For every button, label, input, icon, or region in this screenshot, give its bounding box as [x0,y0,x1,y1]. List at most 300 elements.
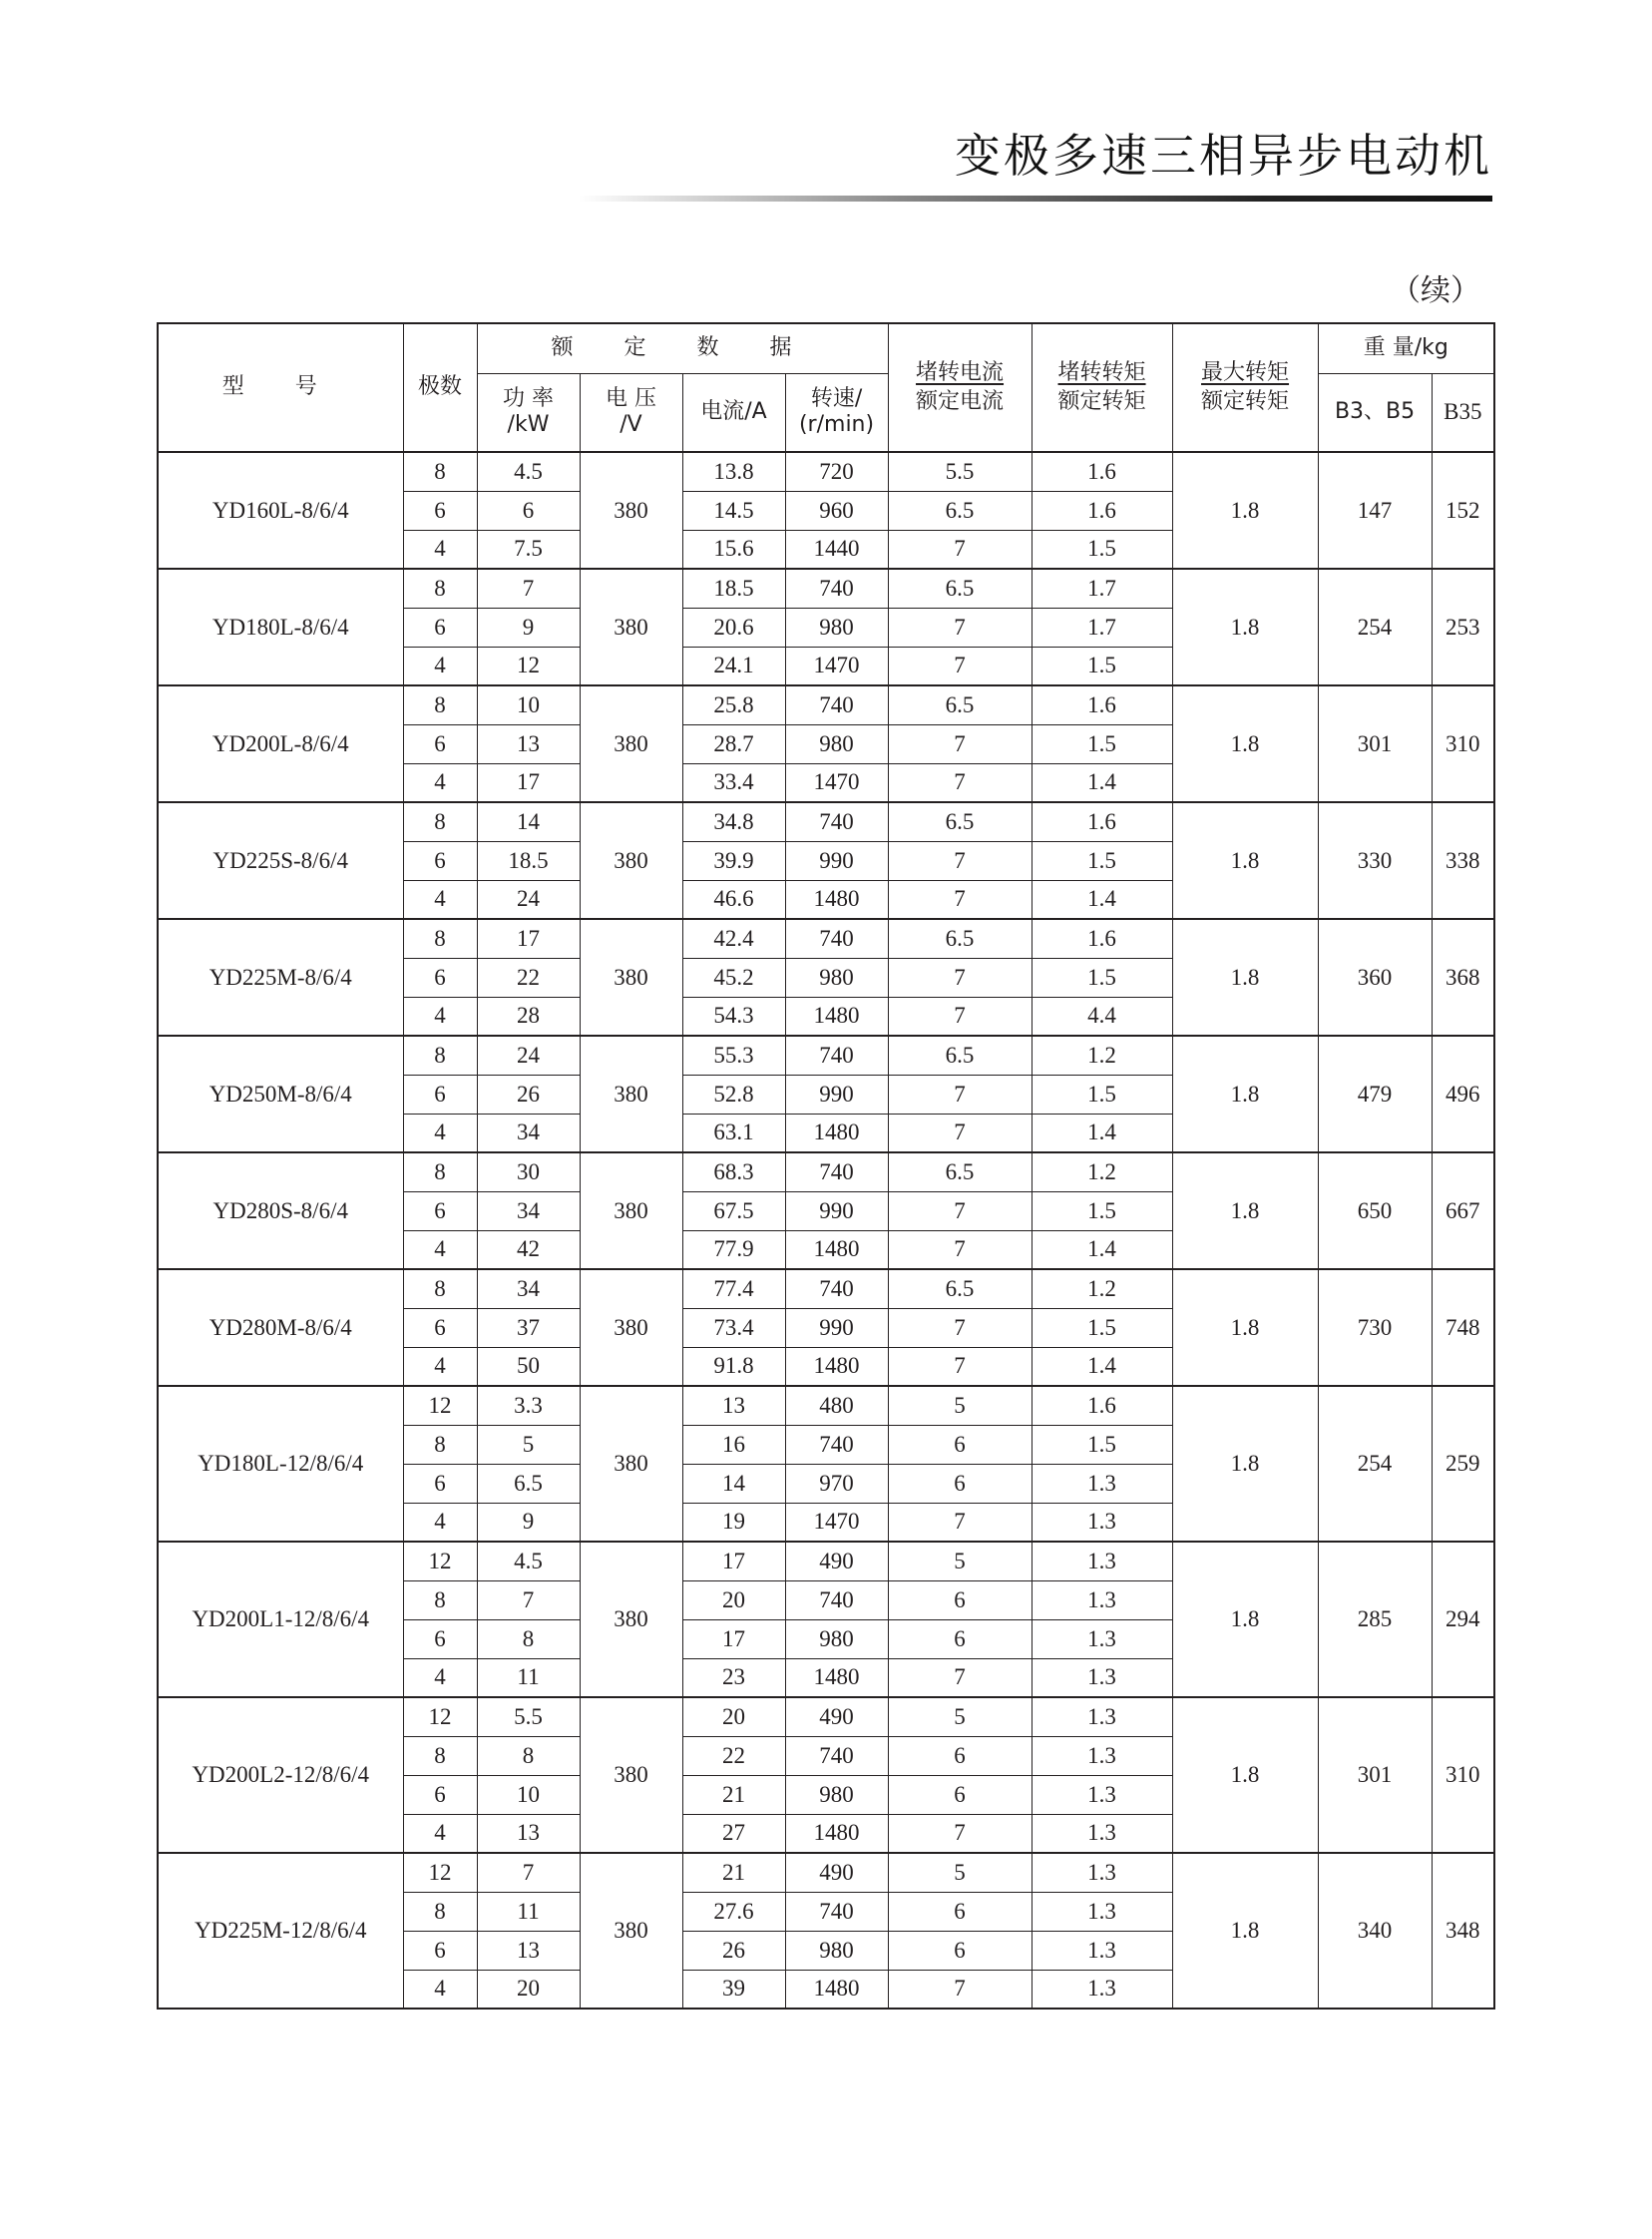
locked-current-ratio-cell: 6.5 [888,569,1032,608]
speed-cell: 1480 [785,1347,888,1386]
locked-current-ratio-cell: 6 [888,1619,1032,1658]
current-cell: 42.4 [682,919,785,958]
table-row [158,1386,1494,1425]
current-cell: 21 [682,1853,785,1892]
weight-b3b5-cell: 147 [1318,452,1432,569]
poles-cell: 6 [403,1775,477,1814]
current-cell: 22 [682,1736,785,1775]
locked-current-denominator: 额定电流 [916,388,1005,414]
poles-cell: 4 [403,647,477,685]
max-torque-ratio-cell: 1.8 [1172,1269,1318,1386]
current-cell: 23 [682,1658,785,1697]
table-header [158,323,1494,452]
current-cell: 54.3 [682,997,785,1036]
locked-torque-ratio-cell: 1.3 [1032,1542,1172,1580]
power-cell: 30 [477,1152,580,1191]
model-cell: YD160L-8/6/4 [158,452,403,569]
locked-torque-ratio-cell: 1.3 [1032,1814,1172,1853]
power-cell: 5 [477,1425,580,1464]
max-torque-ratio-cell: 1.8 [1172,685,1318,802]
header-rated-data: 额 定 数 据 [477,323,888,373]
speed-cell: 1480 [785,1114,888,1152]
header-model: 型 号 [158,323,403,452]
current-cell: 68.3 [682,1152,785,1191]
locked-torque-denominator: 额定转矩 [1057,388,1146,414]
locked-torque-ratio-cell: 1.3 [1032,1464,1172,1503]
speed-cell: 740 [785,1580,888,1619]
weight-b3b5-cell: 301 [1318,685,1432,802]
locked-torque-ratio-cell: 1.6 [1032,919,1172,958]
poles-cell: 12 [403,1386,477,1425]
voltage-unit: /V [620,412,642,438]
power-cell: 26 [477,1075,580,1114]
weight-b3b5-cell: 360 [1318,919,1432,1036]
locked-torque-ratio-cell: 1.3 [1032,1736,1172,1775]
speed-cell: 740 [785,1892,888,1931]
speed-cell: 980 [785,958,888,997]
current-cell: 45.2 [682,958,785,997]
model-cell: YD200L-8/6/4 [158,685,403,802]
model-group [158,1386,1494,1542]
locked-torque-ratio-cell: 1.2 [1032,1152,1172,1191]
speed-cell: 740 [785,1736,888,1775]
locked-current-ratio-cell: 5 [888,1853,1032,1892]
locked-current-ratio-cell: 7 [888,997,1032,1036]
voltage-cell: 380 [580,1386,682,1542]
model-group [158,569,1494,685]
locked-current-ratio-cell: 6.5 [888,1152,1032,1191]
speed-cell: 960 [785,491,888,530]
speed-cell: 980 [785,724,888,763]
locked-current-ratio-cell: 7 [888,880,1032,919]
current-cell: 15.6 [682,530,785,569]
locked-torque-ratio-cell: 1.5 [1032,1191,1172,1230]
current-cell: 39.9 [682,841,785,880]
power-cell: 10 [477,1775,580,1814]
poles-cell: 6 [403,1308,477,1347]
current-cell: 77.9 [682,1230,785,1269]
header-locked-current-ratio [888,323,1032,452]
locked-current-ratio-cell: 6 [888,1775,1032,1814]
max-torque-ratio-cell: 1.8 [1172,1697,1318,1853]
power-cell: 24 [477,1036,580,1075]
max-torque-ratio-cell: 1.8 [1172,1386,1318,1542]
current-cell: 33.4 [682,763,785,802]
locked-torque-ratio-cell: 1.3 [1032,1970,1172,2009]
current-cell: 25.8 [682,685,785,724]
locked-torque-ratio-cell: 1.6 [1032,1386,1172,1425]
locked-torque-ratio-cell: 1.6 [1032,802,1172,841]
weight-b35-cell: 667 [1432,1152,1494,1269]
current-cell: 91.8 [682,1347,785,1386]
poles-cell: 8 [403,1036,477,1075]
voltage-cell: 380 [580,1853,682,2009]
current-cell: 20.6 [682,608,785,647]
model-cell: YD225S-8/6/4 [158,802,403,919]
model-group [158,1542,1494,1697]
model-group [158,802,1494,919]
current-cell: 46.6 [682,880,785,919]
current-cell: 17 [682,1542,785,1580]
poles-cell: 6 [403,1075,477,1114]
power-unit: /kW [507,412,550,438]
header-speed [785,373,888,452]
power-cell: 7 [477,1853,580,1892]
current-cell: 14 [682,1464,785,1503]
speed-cell: 990 [785,1191,888,1230]
model-group [158,685,1494,802]
header-voltage [580,373,682,452]
locked-torque-ratio-cell: 1.3 [1032,1892,1172,1931]
power-cell: 7.5 [477,530,580,569]
table-row [158,1152,1494,1191]
weight-b3b5-cell: 285 [1318,1542,1432,1697]
locked-current-ratio-cell: 7 [888,724,1032,763]
model-cell: YD200L1-12/8/6/4 [158,1542,403,1697]
current-cell: 67.5 [682,1191,785,1230]
current-cell: 52.8 [682,1075,785,1114]
locked-torque-ratio-cell: 1.5 [1032,647,1172,685]
voltage-cell: 380 [580,1697,682,1853]
table-row [158,569,1494,608]
model-cell: YD225M-8/6/4 [158,919,403,1036]
locked-torque-ratio-cell: 1.5 [1032,1308,1172,1347]
header-weight-b3b5: B3、B5 [1318,373,1432,452]
poles-cell: 6 [403,608,477,647]
speed-unit: (r/min) [798,412,875,438]
table-row [158,919,1494,958]
poles-cell: 4 [403,997,477,1036]
poles-cell: 4 [403,1814,477,1853]
locked-current-ratio-cell: 5 [888,1386,1032,1425]
current-cell: 20 [682,1580,785,1619]
spec-table [157,322,1495,2010]
voltage-cell: 380 [580,919,682,1036]
speed-cell: 970 [785,1464,888,1503]
locked-current-ratio-cell: 7 [888,1347,1032,1386]
power-cell: 5.5 [477,1697,580,1736]
model-group [158,452,1494,569]
locked-current-ratio-cell: 5 [888,1697,1032,1736]
power-cell: 10 [477,685,580,724]
poles-cell: 4 [403,1658,477,1697]
weight-b3b5-cell: 730 [1318,1269,1432,1386]
locked-current-ratio-cell: 7 [888,763,1032,802]
locked-torque-ratio-cell: 1.2 [1032,1269,1172,1308]
poles-cell: 4 [403,1114,477,1152]
locked-current-ratio-cell: 5 [888,1542,1032,1580]
power-cell: 4.5 [477,452,580,491]
model-group [158,1036,1494,1152]
speed-cell: 1470 [785,763,888,802]
speed-label: 转速/ [810,385,863,411]
locked-current-ratio-cell: 7 [888,608,1032,647]
locked-torque-ratio-cell: 1.3 [1032,1580,1172,1619]
speed-cell: 1470 [785,647,888,685]
title-rule [579,196,1492,202]
poles-cell: 8 [403,1152,477,1191]
speed-cell: 740 [785,569,888,608]
power-cell: 14 [477,802,580,841]
poles-cell: 8 [403,919,477,958]
power-cell: 17 [477,763,580,802]
power-cell: 34 [477,1114,580,1152]
locked-torque-ratio-cell: 1.5 [1032,841,1172,880]
max-torque-ratio-cell: 1.8 [1172,569,1318,685]
header-weight-b35: B35 [1432,373,1494,452]
weight-b35-cell: 310 [1432,1697,1494,1853]
table-row [158,1697,1494,1736]
locked-current-numerator: 堵转电流 [916,360,1005,386]
model-cell: YD280M-8/6/4 [158,1269,403,1386]
locked-current-ratio-cell: 6.5 [888,491,1032,530]
poles-cell: 6 [403,958,477,997]
power-label: 功 率 [503,385,554,411]
current-cell: 24.1 [682,647,785,685]
current-cell: 27.6 [682,1892,785,1931]
table-row [158,1036,1494,1075]
weight-b3b5-cell: 254 [1318,569,1432,685]
power-cell: 37 [477,1308,580,1347]
weight-b35-cell: 496 [1432,1036,1494,1152]
current-cell: 73.4 [682,1308,785,1347]
speed-cell: 490 [785,1542,888,1580]
locked-current-ratio-cell: 7 [888,841,1032,880]
poles-cell: 12 [403,1697,477,1736]
power-cell: 13 [477,1814,580,1853]
poles-cell: 12 [403,1853,477,1892]
model-cell: YD225M-12/8/6/4 [158,1853,403,2009]
current-cell: 13.8 [682,452,785,491]
poles-cell: 4 [403,1503,477,1542]
poles-cell: 4 [403,763,477,802]
power-cell: 3.3 [477,1386,580,1425]
current-cell: 77.4 [682,1269,785,1308]
power-cell: 9 [477,1503,580,1542]
locked-current-ratio-cell: 7 [888,1658,1032,1697]
current-cell: 28.7 [682,724,785,763]
voltage-cell: 380 [580,1152,682,1269]
power-cell: 7 [477,569,580,608]
locked-current-ratio-cell: 7 [888,1970,1032,2009]
max-torque-denominator: 额定转矩 [1201,388,1290,414]
weight-b35-cell: 152 [1432,452,1494,569]
power-cell: 12 [477,647,580,685]
power-cell: 6.5 [477,1464,580,1503]
max-torque-ratio-cell: 1.8 [1172,919,1318,1036]
current-cell: 63.1 [682,1114,785,1152]
table-row [158,685,1494,724]
power-cell: 42 [477,1230,580,1269]
locked-torque-ratio-cell: 1.7 [1032,608,1172,647]
locked-current-ratio-cell: 6.5 [888,802,1032,841]
poles-cell: 8 [403,1425,477,1464]
speed-cell: 1480 [785,1970,888,2009]
speed-cell: 740 [785,1036,888,1075]
locked-current-ratio-cell: 7 [888,1503,1032,1542]
model-cell: YD180L-12/8/6/4 [158,1386,403,1542]
poles-cell: 8 [403,685,477,724]
weight-b3b5-cell: 650 [1318,1152,1432,1269]
current-cell: 39 [682,1970,785,2009]
model-group [158,1269,1494,1386]
speed-cell: 980 [785,608,888,647]
model-group [158,1697,1494,1853]
weight-b35-cell: 368 [1432,919,1494,1036]
locked-current-ratio-cell: 6 [888,1736,1032,1775]
model-group [158,1853,1494,2009]
locked-torque-ratio-cell: 1.3 [1032,1697,1172,1736]
voltage-cell: 380 [580,569,682,685]
locked-torque-ratio-cell: 1.5 [1032,958,1172,997]
locked-torque-ratio-cell: 1.6 [1032,491,1172,530]
power-cell: 7 [477,1580,580,1619]
speed-cell: 980 [785,1619,888,1658]
current-cell: 20 [682,1697,785,1736]
power-cell: 34 [477,1191,580,1230]
table-row [158,1542,1494,1580]
weight-b35-cell: 348 [1432,1853,1494,2009]
power-cell: 17 [477,919,580,958]
weight-b35-cell: 310 [1432,685,1494,802]
voltage-cell: 380 [580,802,682,919]
locked-torque-ratio-cell: 1.4 [1032,763,1172,802]
poles-cell: 4 [403,880,477,919]
locked-torque-ratio-cell: 1.5 [1032,1425,1172,1464]
max-torque-ratio-cell: 1.8 [1172,1036,1318,1152]
locked-current-ratio-cell: 5.5 [888,452,1032,491]
model-group [158,1152,1494,1269]
voltage-cell: 380 [580,1036,682,1152]
locked-current-ratio-cell: 6 [888,1892,1032,1931]
weight-b3b5-cell: 254 [1318,1386,1432,1542]
weight-b35-cell: 748 [1432,1269,1494,1386]
poles-cell: 8 [403,802,477,841]
poles-cell: 4 [403,1970,477,2009]
locked-torque-ratio-cell: 1.6 [1032,452,1172,491]
speed-cell: 1480 [785,1814,888,1853]
header-current: 电流/A [682,373,785,452]
speed-cell: 1440 [785,530,888,569]
header-weight: 重 量/kg [1318,323,1494,373]
speed-cell: 1470 [785,1503,888,1542]
voltage-cell: 380 [580,1542,682,1697]
locked-torque-ratio-cell: 1.4 [1032,1114,1172,1152]
locked-torque-ratio-cell: 1.3 [1032,1658,1172,1697]
weight-b3b5-cell: 340 [1318,1853,1432,2009]
speed-cell: 1480 [785,1230,888,1269]
locked-current-ratio-cell: 7 [888,1230,1032,1269]
weight-b35-cell: 253 [1432,569,1494,685]
speed-cell: 740 [785,919,888,958]
voltage-cell: 380 [580,452,682,569]
weight-b3b5-cell: 479 [1318,1036,1432,1152]
poles-cell: 4 [403,1230,477,1269]
locked-torque-ratio-cell: 1.4 [1032,1230,1172,1269]
max-torque-ratio-cell: 1.8 [1172,452,1318,569]
locked-torque-ratio-cell: 1.3 [1032,1853,1172,1892]
current-cell: 55.3 [682,1036,785,1075]
current-cell: 19 [682,1503,785,1542]
table-row [158,802,1494,841]
locked-current-ratio-cell: 6 [888,1425,1032,1464]
poles-cell: 8 [403,569,477,608]
locked-torque-numerator: 堵转转矩 [1057,360,1146,386]
model-group [158,919,1494,1036]
poles-cell: 8 [403,1892,477,1931]
current-cell: 27 [682,1814,785,1853]
table-row [158,452,1494,491]
poles-cell: 4 [403,530,477,569]
power-cell: 28 [477,997,580,1036]
header-locked-torque-ratio [1032,323,1172,452]
poles-cell: 6 [403,491,477,530]
table-row [158,1269,1494,1308]
locked-torque-ratio-cell: 1.3 [1032,1931,1172,1970]
locked-torque-ratio-cell: 4.4 [1032,997,1172,1036]
speed-cell: 980 [785,1775,888,1814]
locked-torque-ratio-cell: 1.5 [1032,530,1172,569]
locked-torque-ratio-cell: 1.3 [1032,1503,1172,1542]
poles-cell: 12 [403,1542,477,1580]
locked-current-ratio-cell: 6 [888,1464,1032,1503]
header-power [477,373,580,452]
power-cell: 6 [477,491,580,530]
poles-cell: 4 [403,1347,477,1386]
voltage-label: 电 压 [606,385,656,411]
speed-cell: 990 [785,1075,888,1114]
locked-torque-ratio-cell: 1.5 [1032,1075,1172,1114]
current-cell: 21 [682,1775,785,1814]
power-cell: 13 [477,724,580,763]
locked-current-ratio-cell: 6.5 [888,685,1032,724]
weight-b3b5-cell: 330 [1318,802,1432,919]
header-max-torque-ratio [1172,323,1318,452]
locked-current-ratio-cell: 7 [888,1075,1032,1114]
current-cell: 18.5 [682,569,785,608]
poles-cell: 6 [403,1619,477,1658]
weight-b3b5-cell: 301 [1318,1697,1432,1853]
locked-current-ratio-cell: 6.5 [888,1269,1032,1308]
power-cell: 34 [477,1269,580,1308]
locked-torque-ratio-cell: 1.5 [1032,724,1172,763]
speed-cell: 720 [785,452,888,491]
header-poles: 极数 [403,323,477,452]
model-cell: YD180L-8/6/4 [158,569,403,685]
poles-cell: 6 [403,841,477,880]
poles-cell: 8 [403,1580,477,1619]
power-cell: 20 [477,1970,580,2009]
speed-cell: 990 [785,841,888,880]
speed-cell: 740 [785,1152,888,1191]
table-row [158,1853,1494,1892]
locked-current-ratio-cell: 7 [888,1191,1032,1230]
max-torque-ratio-cell: 1.8 [1172,1152,1318,1269]
speed-cell: 980 [785,1931,888,1970]
max-torque-ratio-cell: 1.8 [1172,802,1318,919]
power-cell: 9 [477,608,580,647]
continued-label: （续） [1391,273,1480,308]
speed-cell: 740 [785,1269,888,1308]
current-cell: 26 [682,1931,785,1970]
weight-b35-cell: 338 [1432,802,1494,919]
locked-current-ratio-cell: 7 [888,958,1032,997]
model-cell: YD280S-8/6/4 [158,1152,403,1269]
power-cell: 18.5 [477,841,580,880]
locked-current-ratio-cell: 6.5 [888,1036,1032,1075]
page-title: 变极多速三相异步电动机 [955,129,1492,183]
poles-cell: 6 [403,1191,477,1230]
